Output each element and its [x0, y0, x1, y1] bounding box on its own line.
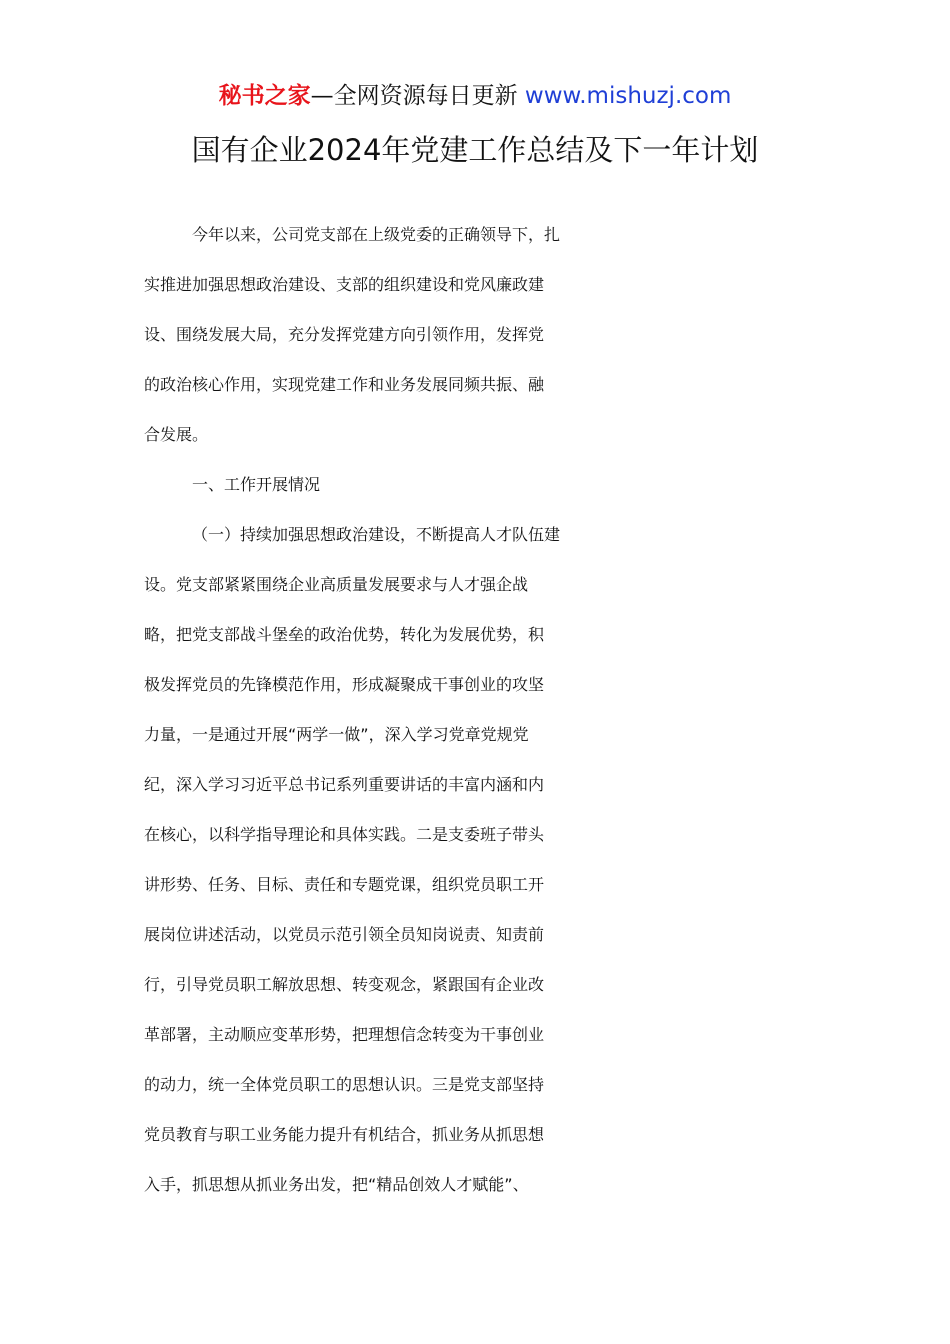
- body-line: 讲形势、任务、目标、责任和专题党课，组织党员职工开: [144, 875, 545, 894]
- body-line: 略，把党支部战斗堡垒的政治优势，转化为发展优势，积: [144, 625, 545, 644]
- body-line: 革部署，主动顺应变革形势，把理想信念转变为干事创业: [144, 1025, 545, 1044]
- body-line: 在核心，以科学指导理论和具体实践。二是支委班子带头: [144, 825, 545, 844]
- body-line: 实推进加强思想政治建设、支部的组织建设和党风廉政建: [144, 275, 545, 294]
- document-title: 国有企业2024年党建工作总结及下一年计划: [191, 133, 759, 167]
- body-line: 纪，深入学习习近平总书记系列重要讲话的丰富内涵和内: [144, 775, 545, 794]
- document-body: [144, 222, 808, 1222]
- body-line: 行，引导党员职工解放思想、转变观念，紧跟国有企业改: [144, 975, 545, 994]
- body-line: 展岗位讲述活动，以党员示范引领全员知岗说责、知责前: [144, 925, 545, 944]
- body-line: 设。党支部紧紧围绕企业高质量发展要求与人才强企战: [144, 575, 529, 594]
- body-line: 合发展。: [144, 425, 209, 444]
- section-heading: 一、工作开展情况: [192, 475, 321, 494]
- body-line: 极发挥党员的先锋模范作用，形成凝聚成干事创业的攻坚: [144, 675, 545, 694]
- body-line: 的政治核心作用，实现党建工作和业务发展同频共振、融: [144, 375, 545, 394]
- header-tagline: —全网资源每日更新: [310, 83, 518, 109]
- body-line: 入手，抓思想从抓业务出发，把“精品创效人才赋能”、: [144, 1175, 529, 1194]
- body-line: 党员教育与职工业务能力提升有机结合，抓业务从抓思想: [144, 1125, 545, 1144]
- body-line: 设、围绕发展大局，充分发挥党建方向引领作用，发挥党: [144, 325, 545, 344]
- body-line: 力量，一是通过开展“两学一做”，深入学习党章党规党: [144, 725, 529, 744]
- body-line: 今年以来，公司党支部在上级党委的正确领导下，扎: [192, 225, 561, 244]
- site-url[interactable]: www.mishuzj.com: [524, 83, 732, 109]
- body-line: （一）持续加强思想政治建设，不断提高人才队伍建: [192, 525, 561, 544]
- brand-name: 秘书之家: [218, 83, 311, 109]
- body-line: 的动力，统一全体党员职工的思想认识。三是党支部坚持: [144, 1075, 545, 1094]
- site-header: [0, 80, 950, 112]
